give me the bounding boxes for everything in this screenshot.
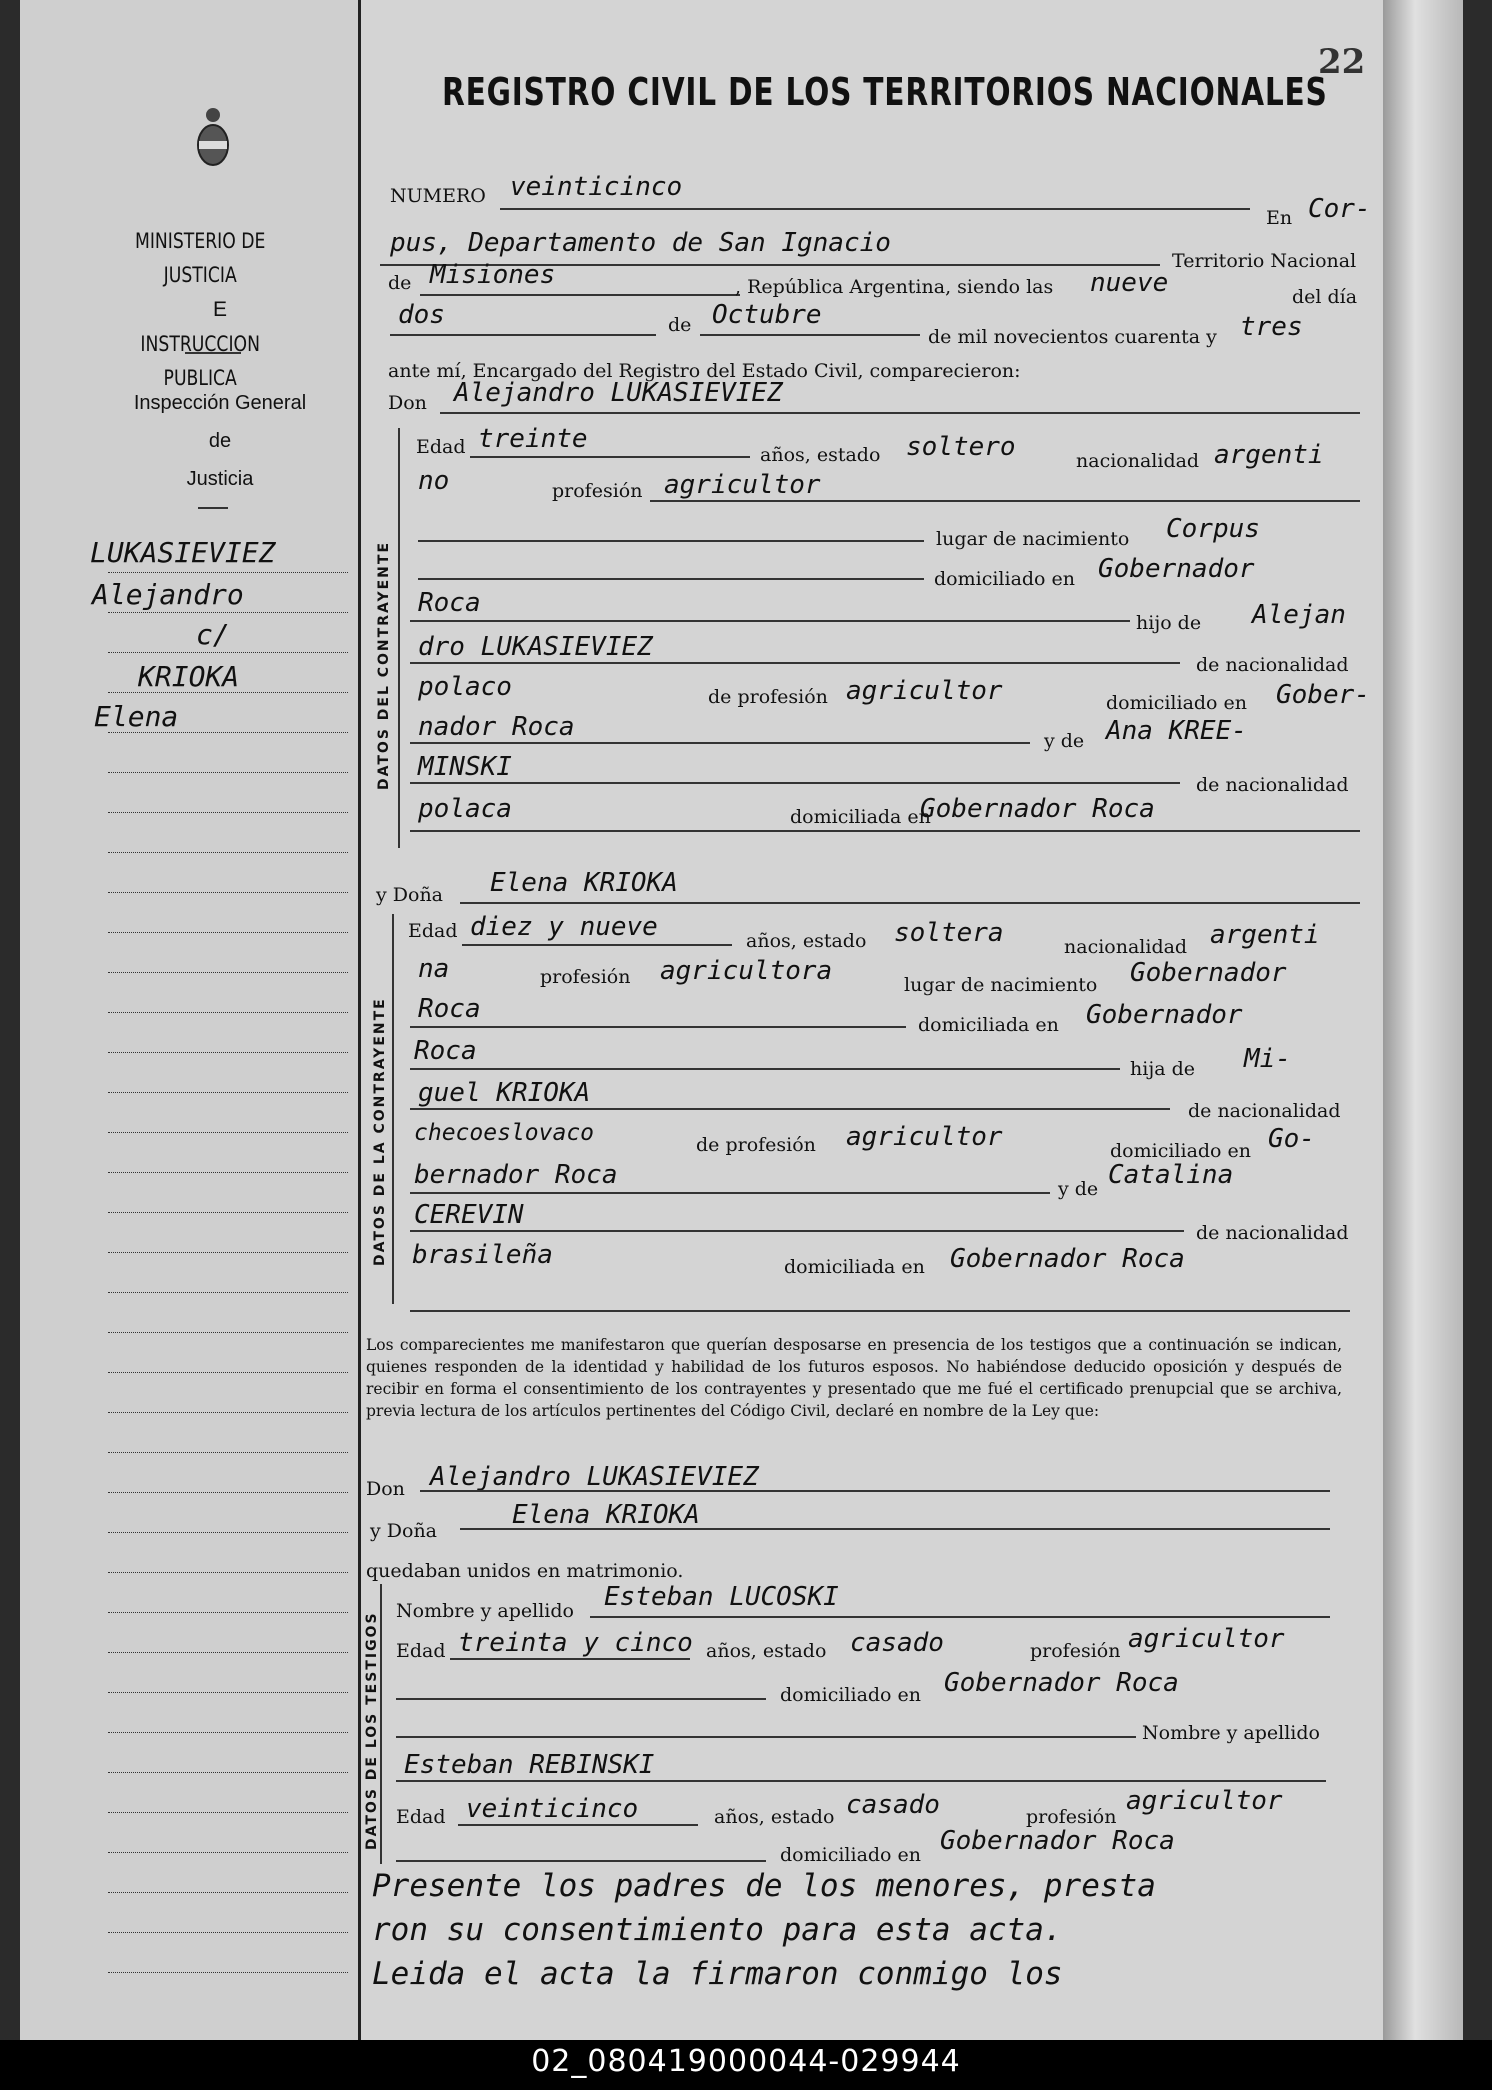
image-caption: 02_080419000044-029944 (531, 2044, 961, 2079)
label-lugar-nacimiento: lugar de nacimiento (936, 528, 1130, 550)
label-numero: NUMERO (390, 185, 486, 207)
line (700, 334, 920, 336)
value-bride-prof: agricultora (660, 956, 833, 986)
value-bride-father-dom-1: Go- (1268, 1124, 1315, 1154)
bracket-contrayente (398, 428, 406, 848)
value-hora: nueve (1090, 268, 1169, 298)
label-de-mes: de (668, 314, 692, 336)
value-groom-lugar-nac: Corpus (1166, 514, 1260, 544)
label-ante-mi: ante mí, Encargado del Registro del Estado Civil, comparecieron: (388, 360, 1021, 382)
inspection-line-1: Inspección General (133, 392, 307, 414)
line (396, 1698, 766, 1700)
inspection-line-3: Justicia (186, 468, 254, 490)
label-edad-4: Edad (396, 1806, 446, 1828)
label-datos-contrayenta: DATOS DE LA CONTRAYENTE (372, 997, 388, 1266)
label-anos-estado-2: años, estado (746, 930, 867, 952)
value-groom-mother-2: MINSKI (418, 752, 512, 782)
label-anos-estado-3: años, estado (706, 1640, 827, 1662)
handwritten-note-line-2: ron su consentimiento para esta acta. (372, 1912, 1063, 1948)
value-bride-dom-2: Roca (414, 1036, 477, 1066)
value-bride-nac-2: na (418, 954, 450, 984)
value-bride-father-prof: agricultor (846, 1122, 1003, 1152)
line (458, 1824, 698, 1826)
line (440, 412, 1360, 414)
label-mil-novecientos: de mil novecientos cuarenta y (928, 326, 1217, 348)
value-groom-father-1: Alejan (1252, 600, 1346, 630)
line (410, 662, 1180, 664)
line (500, 208, 1250, 210)
value-w1-age: treinta y cinco (458, 1628, 693, 1658)
line (450, 1658, 690, 1660)
margin-note-bride-name: Elena (94, 700, 179, 733)
value-groom-nac-2: no (418, 466, 450, 496)
label-anos-estado-4: años, estado (714, 1806, 835, 1828)
value-territorio: Misiones (430, 260, 556, 290)
label-de-nacionalidad-4: de nacionalidad (1196, 1222, 1349, 1244)
line (396, 1780, 1326, 1782)
page-title: REGISTRO CIVIL DE LOS TERRITORIOS NACIONALES (442, 70, 1328, 114)
label-edad-2: Edad (408, 920, 458, 942)
handwritten-note-line-3: Leida el acta la firmaron conmigo los (372, 1956, 1063, 1992)
value-bride-estado: soltera (894, 918, 1004, 948)
ministry-line-1: MINISTERIO DE JUSTICIA (134, 229, 266, 287)
value-lugar: pus, Departamento de San Ignacio (390, 228, 891, 258)
value-bride-mother-2: CEREVIN (414, 1200, 524, 1230)
declaration-paragraph: Los comparecientes me manifestaron que querían desposarse en presencia de los testigos que a continuación se indican, quienes responden de la identidad y habilidad de los futuros esposos. No habiéndose deducido oposición y después de recibir en forma el consentimiento de los contrayentes y presentado que me fué el certificado prenupcial que se archiva, previa lectura de los artículos pertinentes del Código Civil, declaré en nombre de la Ley que: (366, 1336, 1342, 1420)
line (410, 1310, 1350, 1312)
value-decl-dona: Elena KRIOKA (512, 1500, 700, 1530)
value-w1-estado: casado (850, 1628, 944, 1658)
value-groom-dom-2: Roca (418, 588, 481, 618)
line (418, 540, 924, 542)
label-de-nacionalidad: de nacionalidad (1196, 654, 1349, 676)
label-domiciliada-en-2: domiciliada en (918, 1014, 1059, 1036)
line (396, 1736, 1136, 1738)
label-quedaban: quedaban unidos en matrimonio. (366, 1560, 684, 1582)
value-anio: tres (1240, 312, 1303, 342)
margin-note-name: Alejandro (92, 578, 244, 611)
label-y-dona-2: y Doña (370, 1520, 438, 1542)
value-w1-prof: agricultor (1128, 1624, 1285, 1654)
label-republica: , República Argentina, siendo las (735, 276, 1054, 298)
value-groom-mother-nac: polaca (418, 794, 512, 824)
label-hijo-de: hijo de (1136, 612, 1202, 634)
value-numero: veinticinco (510, 172, 683, 202)
label-profesion-2: profesión (540, 966, 631, 988)
margin-note-con: c/ (196, 618, 230, 651)
label-don-2: Don (366, 1478, 405, 1500)
divider (185, 352, 241, 354)
line (460, 902, 1360, 904)
margin-note-bride-surname: KRIOKA (138, 660, 240, 693)
label-domiciliado-en-4: domiciliado en (780, 1684, 922, 1706)
value-groom-age: treinte (478, 424, 588, 454)
bracket-testigos (380, 1584, 388, 1864)
line (410, 1192, 1050, 1194)
label-en: En (1266, 207, 1293, 229)
line (420, 294, 740, 296)
left-page (20, 0, 361, 2040)
value-bride-father-1: Mi- (1244, 1044, 1291, 1074)
line (460, 1528, 1330, 1530)
ministry-line-3: INSTRUCCION PUBLICA (140, 332, 260, 390)
label-datos-testigos: DATOS DE LOS TESTIGOS (364, 1611, 380, 1850)
label-nacionalidad-2: nacionalidad (1064, 936, 1188, 958)
margin-note-surname: LUKASIEVIEZ (90, 536, 276, 569)
value-bride-dom-1: Gobernador (1086, 1000, 1243, 1030)
line (420, 1490, 1330, 1492)
line (418, 578, 924, 580)
label-domiciliada-en: domiciliada en (790, 806, 931, 828)
label-de: de (388, 272, 412, 294)
value-bride-lugar-nac-2: Roca (418, 994, 481, 1024)
label-hija-de: hija de (1130, 1058, 1195, 1080)
value-groom-father-prof: agricultor (846, 676, 1003, 706)
value-bride-mother-1: Catalina (1108, 1160, 1234, 1190)
value-groom-dom-1: Gobernador (1098, 554, 1255, 584)
label-domiciliado-en-3: domiciliado en (1110, 1140, 1252, 1162)
value-bride-mother-dom: Gobernador Roca (950, 1244, 1185, 1274)
label-profesion: profesión (552, 480, 643, 502)
value-groom-estado: soltero (906, 432, 1016, 462)
value-bride-nac-1: argenti (1210, 920, 1320, 950)
value-dia: dos (398, 300, 445, 330)
value-w2-prof: agricultor (1126, 1786, 1283, 1816)
value-bride-father-nac: checoeslovaco (414, 1120, 595, 1146)
label-de-profesion: de profesión (708, 686, 828, 708)
inspection-line-2: de (208, 430, 232, 452)
handwritten-note-line-1: Presente los padres de los menores, presta (372, 1868, 1156, 1904)
value-bride-name: Elena KRIOKA (490, 868, 678, 898)
line (410, 1026, 906, 1028)
label-domiciliado-en-5: domiciliado en (780, 1844, 922, 1866)
label-domiciliado-en: domiciliado en (934, 568, 1076, 590)
value-mes: Octubre (712, 300, 822, 330)
value-groom-father-2: dro LUKASIEVIEZ (418, 632, 653, 662)
value-bride-father-2: guel KRIOKA (418, 1078, 591, 1108)
line (410, 830, 1360, 832)
line (650, 500, 1360, 502)
value-bride-age: diez y nueve (470, 912, 658, 942)
label-edad-3: Edad (396, 1640, 446, 1662)
label-lugar-nacimiento-2: lugar de nacimiento (904, 974, 1098, 996)
label-don: Don (388, 392, 427, 414)
value-decl-don: Alejandro LUKASIEVIEZ (430, 1462, 759, 1492)
value-w2-age: veinticinco (466, 1794, 639, 1824)
divider (198, 507, 228, 509)
page-edge (1383, 0, 1463, 2040)
line (410, 742, 1030, 744)
line (410, 620, 1130, 622)
value-groom-father-nac: polaco (418, 672, 512, 702)
label-y-de-2: y de (1058, 1178, 1099, 1200)
label-nombre-apellido-2: Nombre y apellido (1142, 1722, 1320, 1744)
value-groom-father-dom-1: Gober- (1276, 680, 1370, 710)
line (396, 1860, 766, 1862)
line (410, 1068, 1120, 1070)
value-w2-dom: Gobernador Roca (940, 1826, 1175, 1856)
label-de-nacionalidad-3: de nacionalidad (1188, 1100, 1341, 1122)
label-profesion-4: profesión (1026, 1806, 1117, 1828)
label-del-dia: del día (1292, 286, 1358, 308)
value-groom-mother-1: Ana KREE- (1106, 716, 1247, 746)
label-y-de: y de (1044, 730, 1085, 752)
label-datos-contrayente: DATOS DEL CONTRAYENTE (376, 540, 392, 790)
line (590, 1616, 1330, 1618)
value-w2-name: Esteban REBINSKI (404, 1750, 655, 1780)
value-groom-mother-dom: Gobernador Roca (920, 794, 1155, 824)
value-bride-father-dom-2: bernador Roca (414, 1160, 618, 1190)
line (470, 456, 750, 458)
value-bride-lugar-nac-1: Gobernador (1130, 958, 1287, 988)
value-w2-estado: casado (846, 1790, 940, 1820)
line (410, 782, 1180, 784)
line (390, 334, 656, 336)
line (410, 1108, 1170, 1110)
value-en: Cor- (1308, 194, 1371, 224)
value-groom-prof: agricultor (664, 470, 821, 500)
coat-of-arms-icon (193, 105, 233, 171)
line (410, 1230, 1184, 1232)
page-number: 22 (1318, 42, 1366, 82)
label-domiciliado-en-2: domiciliado en (1106, 692, 1248, 714)
ministry-line-2: E (212, 298, 227, 321)
label-domiciliada-en-3: domiciliada en (784, 1256, 925, 1278)
bracket-contrayenta (392, 914, 400, 1304)
label-de-profesion-2: de profesión (696, 1134, 816, 1156)
value-w1-name: Esteban LUCOSKI (604, 1582, 839, 1612)
value-bride-mother-nac: brasileña (412, 1240, 553, 1270)
value-groom-name: Alejandro LUKASIEVIEZ (454, 378, 783, 408)
label-edad: Edad (416, 436, 466, 458)
value-w1-dom: Gobernador Roca (944, 1668, 1179, 1698)
label-territorio: Territorio Nacional (1172, 250, 1357, 272)
line (462, 944, 732, 946)
value-groom-nac-1: argenti (1214, 440, 1324, 470)
value-groom-father-dom-2: nador Roca (418, 712, 575, 742)
label-y-dona: y Doña (376, 884, 444, 906)
label-nacionalidad: nacionalidad (1076, 450, 1200, 472)
label-de-nacionalidad-2: de nacionalidad (1196, 774, 1349, 796)
label-anos-estado: años, estado (760, 444, 881, 466)
label-profesion-3: profesión (1030, 1640, 1121, 1662)
label-nombre-apellido: Nombre y apellido (396, 1600, 574, 1622)
